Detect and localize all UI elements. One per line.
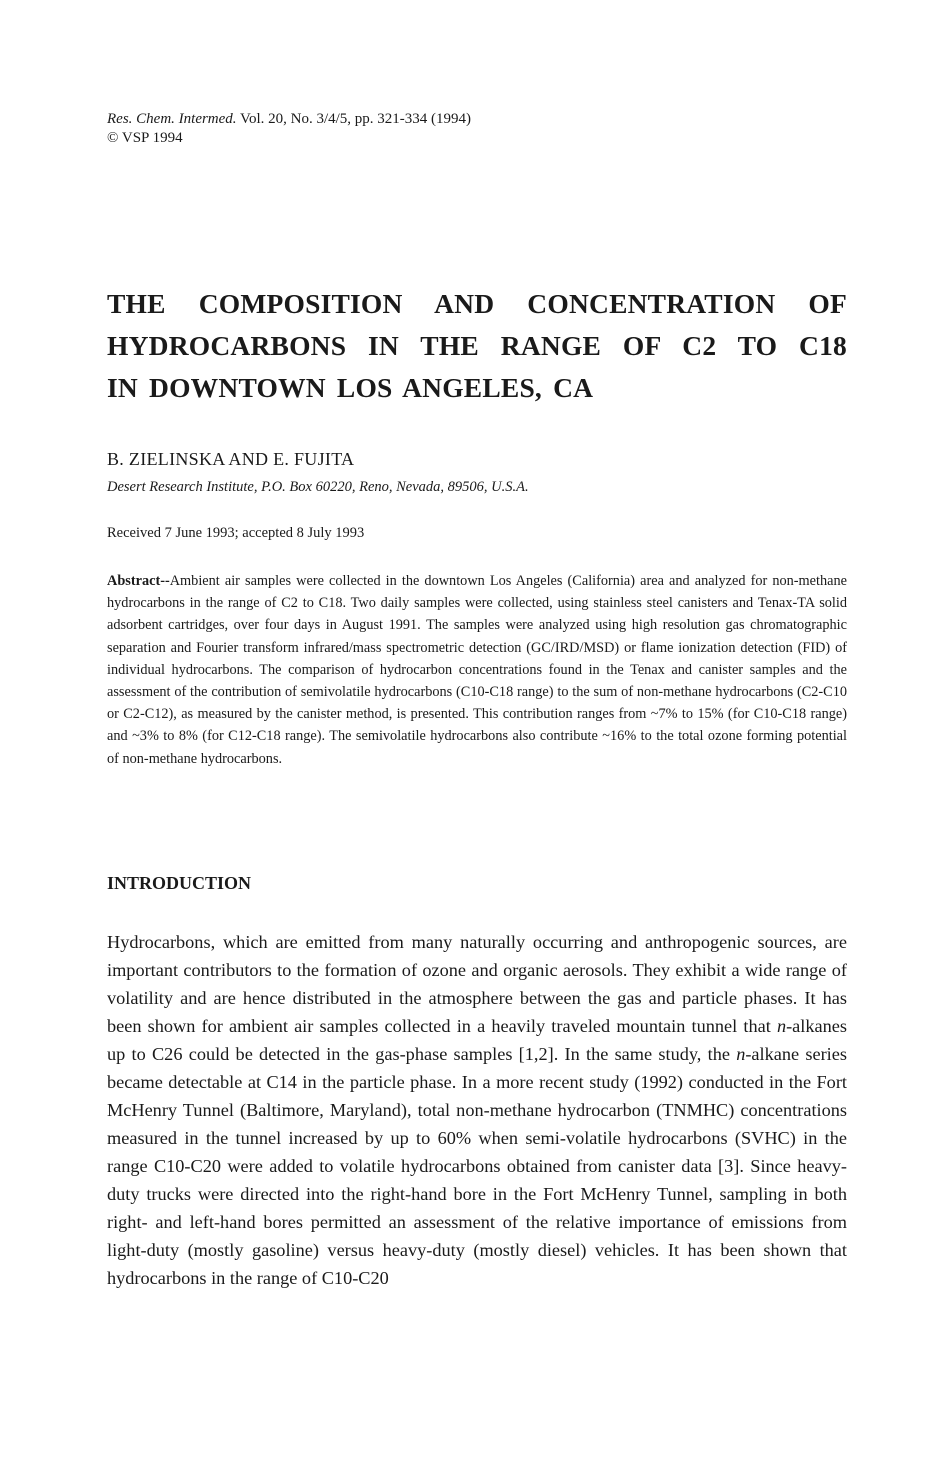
- title-line-2: HYDROCARBONS IN THE RANGE OF C2 TO C18: [107, 330, 847, 361]
- section-heading-introduction: INTRODUCTION: [107, 873, 252, 893]
- citation-header: [107, 110, 471, 148]
- italic-n-1: n: [776, 1016, 787, 1036]
- journal-name: Res. Chem. Intermed.: [107, 111, 237, 127]
- copyright-line: © VSP 1994: [107, 130, 183, 146]
- citation-line: [107, 110, 471, 129]
- italic-n-2: n: [736, 1044, 746, 1064]
- paper-title: [107, 283, 847, 409]
- abstract: [107, 570, 847, 770]
- title-line-1: THE COMPOSITION AND CONCENTRATION OF: [107, 288, 847, 319]
- intro-text-2: -alkanes up to C26 could be detected in the gas-phase samples [1,2]. In the same study, the: [107, 1016, 847, 1064]
- abstract-label: Abstract--: [107, 573, 170, 589]
- intro-text-3: -alkane series became detectable at C14 in the particle phase. In a more recent study (1992) conducted in the Fort McHenry Tunnel (Baltimore, Maryland), total non-methane hydrocarbon (TNMHC) concentrations measured in the tunnel increased by up to 60% when semi-volatile hydrocarbons (SVHC) in the range C10-C20 were added to volatile hydrocarbons obtained from canister data [3]. Since heavy-duty trucks were directed into the right-hand bore in the Fort McHenry Tunnel, sampling in both right- and left-hand bores permitted an assessment of the relative importance of emissions from light-duty (mostly gasoline) versus heavy-duty (mostly diesel) vehicles. It has been shown that hydrocarbons in the range of C10-C20: [107, 1044, 847, 1288]
- introduction-paragraph: [107, 928, 847, 1292]
- author-affiliation: Desert Research Institute, P.O. Box 60220, Reno, Nevada, 89506, U.S.A.: [107, 479, 529, 495]
- abstract-text: Ambient air samples were collected in the downtown Los Angeles (California) area and analyzed for non-methane hydrocarbons in the range of C2 to C18. Two daily samples were collected, using stainless steel canisters and Tenax-TA solid adsorbent cartridges, over four days in August 1991. The samples were analyzed using high resolution gas chromatographic separation and Fourier transform infrared/mass spectrometric detection (GC/IRD/MSD) or flame ionization detection (FID) of individual hydrocarbons. The comparison of hydrocarbon concentrations found in the Tenax and canister samples and the assessment of the contribution of semivolatile hydrocarbons (C10-C18 range) to the sum of non-methane hydrocarbons (C2-C10 or C2-C12), as measured by the canister method, is presented. This contribution ranges from ~7% to 15% (for C10-C18 range) and ~3% to 8% (for C12-C18 range). The semivolatile hydrocarbons also contribute ~16% to the total ozone forming potential of non-methane hydrocarbons.: [107, 573, 847, 767]
- intro-text-1: Hydrocarbons, which are emitted from many naturally occurring and anthropogenic sources, are important contributors to the formation of ozone and organic aerosols. They exhibit a wide range of volatility and are hence distributed in the atmosphere between the gas and particle phases. It has been shown for ambient air samples collected in a heavily traveled mountain tunnel that: [107, 932, 847, 1036]
- author-list: B. ZIELINSKA AND E. FUJITA: [107, 449, 355, 469]
- title-line-3: IN DOWNTOWN LOS ANGELES, CA: [107, 372, 594, 403]
- volume-info: Vol. 20, No. 3/4/5, pp. 321-334 (1994): [240, 111, 472, 127]
- received-dates: Received 7 June 1993; accepted 8 July 1993: [107, 525, 365, 541]
